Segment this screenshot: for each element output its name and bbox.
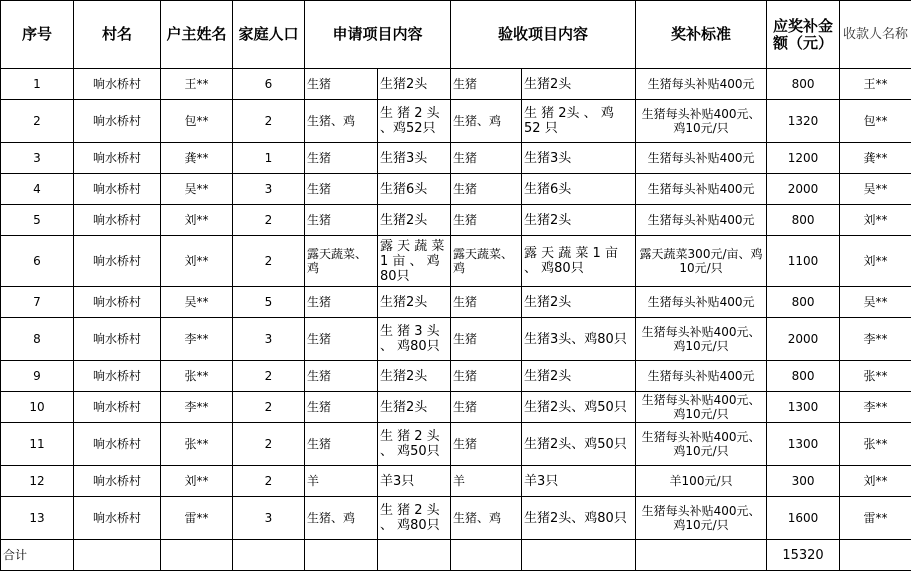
table-row (1, 100, 911, 143)
cell-village: 响水桥村 (74, 423, 161, 466)
cell-apply-detail: 生 猪 2 头 、 鸡80只 (378, 497, 451, 540)
header-village: 村名 (74, 1, 161, 69)
cell-seq: 1 (1, 69, 74, 100)
empty-cell (161, 540, 233, 571)
header-accept: 验收项目内容 (451, 1, 636, 69)
cell-population: 2 (233, 392, 305, 423)
cell-village: 响水桥村 (74, 287, 161, 318)
cell-amount: 300 (767, 466, 840, 497)
table-row (1, 69, 911, 100)
cell-accept-type: 羊 (451, 466, 522, 497)
cell-accept-type: 生猪 (451, 423, 522, 466)
cell-apply-type: 生猪 (305, 205, 378, 236)
cell-village: 响水桥村 (74, 466, 161, 497)
header-householder: 户主姓名 (161, 1, 233, 69)
cell-population: 3 (233, 174, 305, 205)
cell-accept-detail: 露 天 蔬 菜 1 亩 、 鸡80只 (522, 236, 636, 287)
cell-accept-type: 露天蔬菜、鸡 (451, 236, 522, 287)
empty-cell (378, 540, 451, 571)
cell-standard: 生猪每头补贴400元、鸡10元/只 (636, 423, 767, 466)
cell-seq: 2 (1, 100, 74, 143)
header-seq: 序号 (1, 1, 74, 69)
cell-apply-detail: 生 猪 3 头 、 鸡80只 (378, 318, 451, 361)
empty-cell (74, 540, 161, 571)
total-row (1, 540, 911, 571)
cell-population: 2 (233, 466, 305, 497)
cell-apply-detail: 露 天 蔬 菜 1 亩 、 鸡 80只 (378, 236, 451, 287)
cell-apply-type: 生猪、鸡 (305, 497, 378, 540)
cell-householder: 雷** (161, 497, 233, 540)
cell-village: 响水桥村 (74, 143, 161, 174)
cell-apply-type: 生猪 (305, 423, 378, 466)
cell-population: 5 (233, 287, 305, 318)
cell-accept-detail: 生 猪 2头 、 鸡 52 只 (522, 100, 636, 143)
cell-accept-detail: 生猪2头 (522, 69, 636, 100)
table-row (1, 143, 911, 174)
cell-householder: 王** (161, 69, 233, 100)
cell-amount: 2000 (767, 174, 840, 205)
cell-population: 2 (233, 423, 305, 466)
cell-village: 响水桥村 (74, 392, 161, 423)
cell-accept-type: 生猪 (451, 205, 522, 236)
cell-population: 3 (233, 318, 305, 361)
cell-population: 1 (233, 143, 305, 174)
cell-apply-type: 生猪 (305, 318, 378, 361)
total-label: 合计 (1, 540, 74, 571)
total-amount: 15320 (767, 540, 840, 571)
cell-accept-type: 生猪 (451, 287, 522, 318)
cell-householder: 张** (161, 361, 233, 392)
cell-householder: 李** (161, 392, 233, 423)
cell-population: 3 (233, 497, 305, 540)
cell-village: 响水桥村 (74, 497, 161, 540)
cell-payee: 包** (840, 100, 911, 143)
cell-standard: 生猪每头补贴400元 (636, 287, 767, 318)
cell-seq: 6 (1, 236, 74, 287)
cell-payee: 张** (840, 423, 911, 466)
cell-householder: 张** (161, 423, 233, 466)
cell-population: 2 (233, 361, 305, 392)
header-row (1, 1, 911, 69)
table-row (1, 361, 911, 392)
cell-accept-detail: 羊3只 (522, 466, 636, 497)
cell-amount: 1600 (767, 497, 840, 540)
table-row (1, 174, 911, 205)
cell-accept-detail: 生猪2头、鸡80只 (522, 497, 636, 540)
cell-apply-detail: 生 猪 2 头 、 鸡50只 (378, 423, 451, 466)
cell-amount: 1100 (767, 236, 840, 287)
cell-apply-detail: 生猪2头 (378, 361, 451, 392)
cell-apply-detail: 生猪3头 (378, 143, 451, 174)
cell-village: 响水桥村 (74, 236, 161, 287)
cell-payee: 李** (840, 318, 911, 361)
table-row (1, 392, 911, 423)
cell-apply-type: 露天蔬菜、鸡 (305, 236, 378, 287)
cell-apply-type: 生猪 (305, 287, 378, 318)
cell-householder: 包** (161, 100, 233, 143)
cell-population: 6 (233, 69, 305, 100)
cell-seq: 9 (1, 361, 74, 392)
cell-payee: 吴** (840, 287, 911, 318)
cell-seq: 12 (1, 466, 74, 497)
cell-accept-detail: 生猪2头、鸡50只 (522, 392, 636, 423)
header-apply: 申请项目内容 (305, 1, 451, 69)
cell-payee: 刘** (840, 205, 911, 236)
cell-apply-type: 生猪、鸡 (305, 100, 378, 143)
cell-householder: 刘** (161, 466, 233, 497)
cell-payee: 雷** (840, 497, 911, 540)
cell-accept-type: 生猪 (451, 174, 522, 205)
table-row (1, 318, 911, 361)
cell-accept-type: 生猪 (451, 392, 522, 423)
cell-amount: 2000 (767, 318, 840, 361)
cell-village: 响水桥村 (74, 318, 161, 361)
cell-amount: 800 (767, 69, 840, 100)
cell-standard: 生猪每头补贴400元 (636, 361, 767, 392)
header-standard: 奖补标准 (636, 1, 767, 69)
cell-amount: 1200 (767, 143, 840, 174)
cell-householder: 刘** (161, 205, 233, 236)
cell-householder: 刘** (161, 236, 233, 287)
cell-apply-type: 生猪 (305, 69, 378, 100)
cell-accept-detail: 生猪3头 (522, 143, 636, 174)
cell-payee: 王** (840, 69, 911, 100)
cell-standard: 露天蔬菜300元/亩、鸡10元/只 (636, 236, 767, 287)
cell-standard: 生猪每头补贴400元 (636, 174, 767, 205)
cell-payee: 吴** (840, 174, 911, 205)
cell-village: 响水桥村 (74, 100, 161, 143)
empty-cell (840, 540, 911, 571)
cell-apply-detail: 羊3只 (378, 466, 451, 497)
cell-seq: 8 (1, 318, 74, 361)
cell-accept-detail: 生猪3头、鸡80只 (522, 318, 636, 361)
cell-accept-type: 生猪、鸡 (451, 497, 522, 540)
cell-payee: 刘** (840, 466, 911, 497)
cell-accept-detail: 生猪2头、鸡50只 (522, 423, 636, 466)
cell-householder: 吴** (161, 287, 233, 318)
table-row (1, 497, 911, 540)
cell-seq: 4 (1, 174, 74, 205)
cell-standard: 生猪每头补贴400元、鸡10元/只 (636, 497, 767, 540)
cell-standard: 生猪每头补贴400元、鸡10元/只 (636, 392, 767, 423)
header-population: 家庭人口 (233, 1, 305, 69)
cell-village: 响水桥村 (74, 205, 161, 236)
table-body (1, 69, 911, 571)
cell-standard: 生猪每头补贴400元 (636, 205, 767, 236)
cell-householder: 李** (161, 318, 233, 361)
cell-apply-type: 羊 (305, 466, 378, 497)
header-amount: 应奖补金额（元） (767, 1, 840, 69)
cell-accept-type: 生猪 (451, 361, 522, 392)
cell-population: 2 (233, 100, 305, 143)
table-row (1, 287, 911, 318)
cell-village: 响水桥村 (74, 69, 161, 100)
cell-amount: 800 (767, 361, 840, 392)
cell-standard: 生猪每头补贴400元 (636, 143, 767, 174)
cell-seq: 5 (1, 205, 74, 236)
table-row (1, 466, 911, 497)
cell-village: 响水桥村 (74, 174, 161, 205)
cell-apply-detail: 生 猪 2 头 、鸡52只 (378, 100, 451, 143)
cell-seq: 13 (1, 497, 74, 540)
cell-payee: 龚** (840, 143, 911, 174)
empty-cell (233, 540, 305, 571)
cell-apply-detail: 生猪2头 (378, 205, 451, 236)
cell-apply-type: 生猪 (305, 174, 378, 205)
empty-cell (522, 540, 636, 571)
empty-cell (451, 540, 522, 571)
empty-cell (636, 540, 767, 571)
cell-standard: 生猪每头补贴400元、鸡10元/只 (636, 318, 767, 361)
cell-apply-detail: 生猪6头 (378, 174, 451, 205)
table-row (1, 236, 911, 287)
cell-amount: 1300 (767, 392, 840, 423)
cell-amount: 1320 (767, 100, 840, 143)
cell-payee: 张** (840, 361, 911, 392)
cell-population: 2 (233, 236, 305, 287)
cell-apply-detail: 生猪2头 (378, 69, 451, 100)
table-row (1, 423, 911, 466)
cell-accept-type: 生猪 (451, 69, 522, 100)
header-payee: 收款人名称 (840, 1, 911, 69)
cell-seq: 7 (1, 287, 74, 318)
cell-accept-type: 生猪 (451, 143, 522, 174)
cell-apply-detail: 生猪2头 (378, 392, 451, 423)
cell-apply-type: 生猪 (305, 143, 378, 174)
cell-village: 响水桥村 (74, 361, 161, 392)
cell-population: 2 (233, 205, 305, 236)
cell-accept-type: 生猪、鸡 (451, 100, 522, 143)
cell-householder: 龚** (161, 143, 233, 174)
cell-amount: 800 (767, 287, 840, 318)
cell-seq: 11 (1, 423, 74, 466)
cell-accept-detail: 生猪2头 (522, 287, 636, 318)
cell-apply-detail: 生猪2头 (378, 287, 451, 318)
cell-seq: 3 (1, 143, 74, 174)
cell-seq: 10 (1, 392, 74, 423)
empty-cell (305, 540, 378, 571)
cell-payee: 刘** (840, 236, 911, 287)
cell-standard: 生猪每头补贴400元、鸡10元/只 (636, 100, 767, 143)
cell-accept-detail: 生猪2头 (522, 361, 636, 392)
cell-amount: 1300 (767, 423, 840, 466)
cell-householder: 吴** (161, 174, 233, 205)
cell-payee: 李** (840, 392, 911, 423)
cell-accept-detail: 生猪6头 (522, 174, 636, 205)
cell-standard: 生猪每头补贴400元 (636, 69, 767, 100)
table-row (1, 205, 911, 236)
cell-apply-type: 生猪 (305, 392, 378, 423)
cell-accept-detail: 生猪2头 (522, 205, 636, 236)
cell-apply-type: 生猪 (305, 361, 378, 392)
cell-standard: 羊100元/只 (636, 466, 767, 497)
cell-accept-type: 生猪 (451, 318, 522, 361)
cell-amount: 800 (767, 205, 840, 236)
